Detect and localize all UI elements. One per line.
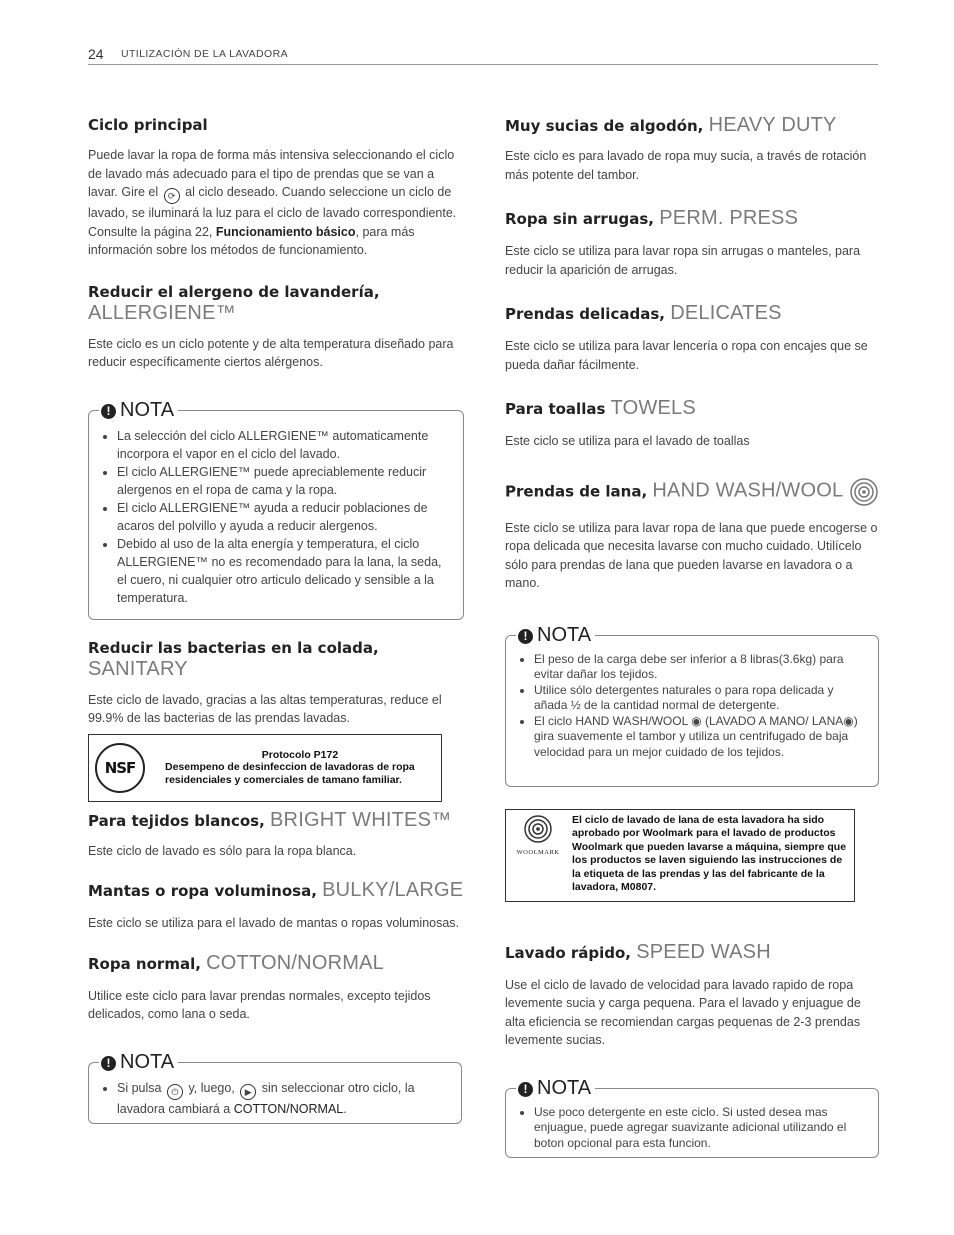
section-heavy-duty: [505, 115, 879, 184]
section-text: Este ciclo se utiliza para lavar ropa sin arrugas o manteles, para reducir la aparición de arrugas.: [505, 244, 861, 277]
section-text: Este ciclo de lavado, gracias a las altas temperaturas, reduce el 99.9% de las bacterias de las prendas lavadas.: [88, 692, 442, 725]
section-perm-press: [505, 208, 879, 279]
bold-reference: Funcionamiento básico: [215, 224, 356, 239]
section-heading: Reducir el alergeno de lavandería, ALLERGIENE™: [88, 282, 464, 323]
section-heading: Prendas de lana, HAND WASH/WOOL: [505, 477, 879, 507]
section-speed-wash: [505, 942, 879, 1050]
cycle-name: TOWELS: [610, 397, 696, 419]
nota-title: ! NOTA: [516, 624, 595, 646]
cycle-name: COTTON/NORMAL: [206, 951, 384, 974]
woolmark-text: El ciclo de lavado de lana de esta lavadora ha sido aprobado por Woolmark para el lavado de productos Woolmark que pueden lavarse a máquina, siempre que los productos se laven siguiendo las instrucciones de la etiqueta de las prendas y las del fabricante de la lavadora, M0807.: [572, 813, 847, 893]
list-item: • El peso de la carga debe ser inferior a 8 libras(3.6kg) para evitar dañar los tejidos.: [534, 652, 866, 683]
section-text: Este ciclo es para lavado de ropa muy sucia, a través de rotación más potente del tambor.: [505, 149, 867, 182]
section-text: Este ciclo de lavado es sólo para la ropa blanca.: [88, 843, 357, 858]
nsf-text: [165, 749, 435, 787]
cycle-name: HAND WASH/WOOL: [652, 479, 844, 501]
woolmark-caption: WOOLMARK: [516, 848, 560, 856]
list-item: • Si pulsa ⏻ y, luego, ▶ sin seleccionar otro ciclo, la lavadora cambiará a COTTON/NORMAL.: [117, 1079, 449, 1118]
page-number: 24: [88, 46, 104, 62]
right-column: [505, 115, 879, 1158]
section-sanitary: [88, 638, 464, 728]
section-ciclo-principal: [88, 115, 464, 260]
section-cotton: [88, 953, 464, 1024]
nota-box-3: [505, 623, 879, 787]
cycle-name: SPEED WASH: [636, 940, 771, 963]
section-heading: Para toallas TOWELS: [505, 397, 696, 419]
wool-small-icon: ◉: [843, 713, 854, 728]
warning-icon: !: [101, 404, 116, 419]
section-heading: Ciclo principal: [88, 116, 208, 134]
nota-list: [103, 1079, 449, 1118]
nota-list: [520, 652, 866, 761]
nota-title: ! NOTA: [516, 1077, 595, 1099]
section-heading: Lavado rápido, SPEED WASH: [505, 940, 771, 963]
power-button-icon: ⏻: [167, 1084, 183, 1100]
cycle-name: BRIGHT WHITES™: [270, 808, 452, 831]
section-delicates: [505, 303, 879, 374]
list-item: • Utilice sólo detergentes naturales o para ropa delicada y añada ½ de la cantidad normal de detergente.: [534, 683, 866, 714]
woolmark-icon: [523, 814, 553, 844]
list-item: • Use poco detergente en este ciclo. Si usted desea mas enjuague, puede agregar suavizante adicional utilizando el boton opcional para esta funcion.: [534, 1105, 866, 1152]
warning-icon: !: [101, 1056, 116, 1071]
section-text: Utilice este ciclo para lavar prendas normales, excepto tejidos delicados, como lana o seda.: [88, 988, 431, 1021]
section-heading: Ropa normal, COTTON/NORMAL: [88, 951, 384, 974]
section-text: Puede lavar la ropa de forma más intensiva seleccionando el ciclo de lavado más adecuado para el tipo de prendas que se van a lavar. Gire el ⟳ al ciclo deseado. Cuando seleccione un ciclo de lavado, se iluminará la luz para el ciclo de lavado correspondiente. Consulte la página 22, Funcionamiento básico, para más información sobre los métodos de funcionamiento.: [88, 148, 457, 257]
nota-title: ! NOTA: [99, 399, 178, 421]
list-item: • Debido al uso de la alta energía y temperatura, el ciclo ALLERGIENE™ no es recomendado para la lana, la seda, el cuero, ni cualquier otro articulo delicado y sensible a la temperatura.: [117, 535, 451, 607]
cycle-name: PERM. PRESS: [659, 207, 799, 229]
section-text: Este ciclo se utiliza para el lavado de mantas o ropas voluminosas.: [88, 916, 460, 930]
woolmark-icon: [849, 477, 879, 507]
nsf-logo: NSF: [95, 743, 145, 793]
section-hand-wash: [505, 477, 879, 593]
nota-box-4: [505, 1076, 879, 1159]
section-heading: Muy sucias de algodón, HEAVY DUTY: [505, 114, 837, 136]
wool-small-icon: ◉: [691, 713, 702, 728]
nota-list: [103, 427, 451, 607]
cycle-knob-icon: ⟳: [164, 188, 180, 204]
left-column: [88, 115, 464, 1124]
start-pause-button-icon: ▶: [240, 1084, 256, 1100]
section-heading: Reducir las bacterias en la colada, SANITARY: [88, 638, 379, 680]
section-towels: [505, 398, 879, 451]
cycle-name: ALLERGIENE™: [88, 301, 236, 324]
section-heading: Ropa sin arrugas, PERM. PRESS: [505, 207, 799, 229]
cycle-name: SANITARY: [88, 657, 188, 680]
nsf-certification-box: [88, 734, 442, 802]
section-allergiene: [88, 282, 464, 372]
woolmark-certification-box: [505, 809, 855, 902]
nota-title: ! NOTA: [99, 1051, 178, 1073]
nsf-description: Desempeno de desinfeccion de lavadoras de ropa residenciales y comerciales de tamano familiar.: [165, 761, 415, 786]
section-heading: Para tejidos blancos, BRIGHT WHITES™: [88, 808, 452, 831]
list-item: • La selección del ciclo ALLERGIENE™ automaticamente incorpora el vapor en el ciclo del lavado.: [117, 427, 451, 463]
section-text: Este ciclo es un ciclo potente y de alta temperatura diseñado para reducir específicamente ciertos alérgenos.: [88, 336, 454, 369]
nsf-protocol: Protocolo P172: [261, 748, 339, 761]
nota-box-2: [88, 1050, 462, 1124]
section-bright-whites: [88, 810, 464, 861]
section-text: Este ciclo se utiliza para lavar lencería o ropa con encajes que se pueda dañar fácilmente.: [505, 339, 868, 372]
section-title: UTILIZACIÓN DE LA LAVADORA: [121, 48, 288, 60]
nota-list: [520, 1105, 866, 1152]
section-text: Este ciclo se utiliza para el lavado de toallas: [505, 434, 750, 448]
cycle-name: HEAVY DUTY: [708, 114, 837, 136]
section-text: Use el ciclo de lavado de velocidad para lavado rapido de ropa levemente sucia y carga pequena. Para el lavado y enjuague de alta eficiencia se recomiendan cargas pequenas de 2-3 prendas levemente sucias.: [505, 977, 861, 1047]
cycle-name: DELICATES: [670, 302, 782, 324]
warning-icon: !: [518, 629, 533, 644]
warning-icon: !: [518, 1082, 533, 1097]
section-text: Este ciclo se utiliza para lavar ropa de lana que puede encogerse o ropa delicada que necesita lavarse con mucho cuidado. Utilícelo sólo para prendas de lana que pueden lavarse en lavadora o a mano.: [505, 520, 878, 590]
nota-box-1: [88, 398, 464, 620]
woolmark-logo: [512, 814, 564, 895]
cycle-name: BULKY/LARGE: [322, 879, 464, 901]
list-item: • El ciclo ALLERGIENE™ puede apreciablemente reducir alergenos en el ropa de cama y la ropa.: [117, 463, 451, 499]
page-header: [88, 46, 878, 65]
list-item: • El ciclo HAND WASH/WOOL ◉ (LAVADO A MANO/ LANA◉) gira suavemente el tambor y utiliza un centrifugado de baja velocidad para un mejor cuidado de los tejidos.: [534, 714, 866, 761]
section-bulky: [88, 880, 464, 933]
section-heading: Prendas delicadas, DELICATES: [505, 302, 782, 324]
section-heading: Mantas o ropa voluminosa, BULKY/LARGE: [88, 879, 464, 901]
list-item: • El ciclo ALLERGIENE™ ayuda a reducir poblaciones de acaros del polvillo y ayuda a reducir alergenos.: [117, 499, 451, 535]
